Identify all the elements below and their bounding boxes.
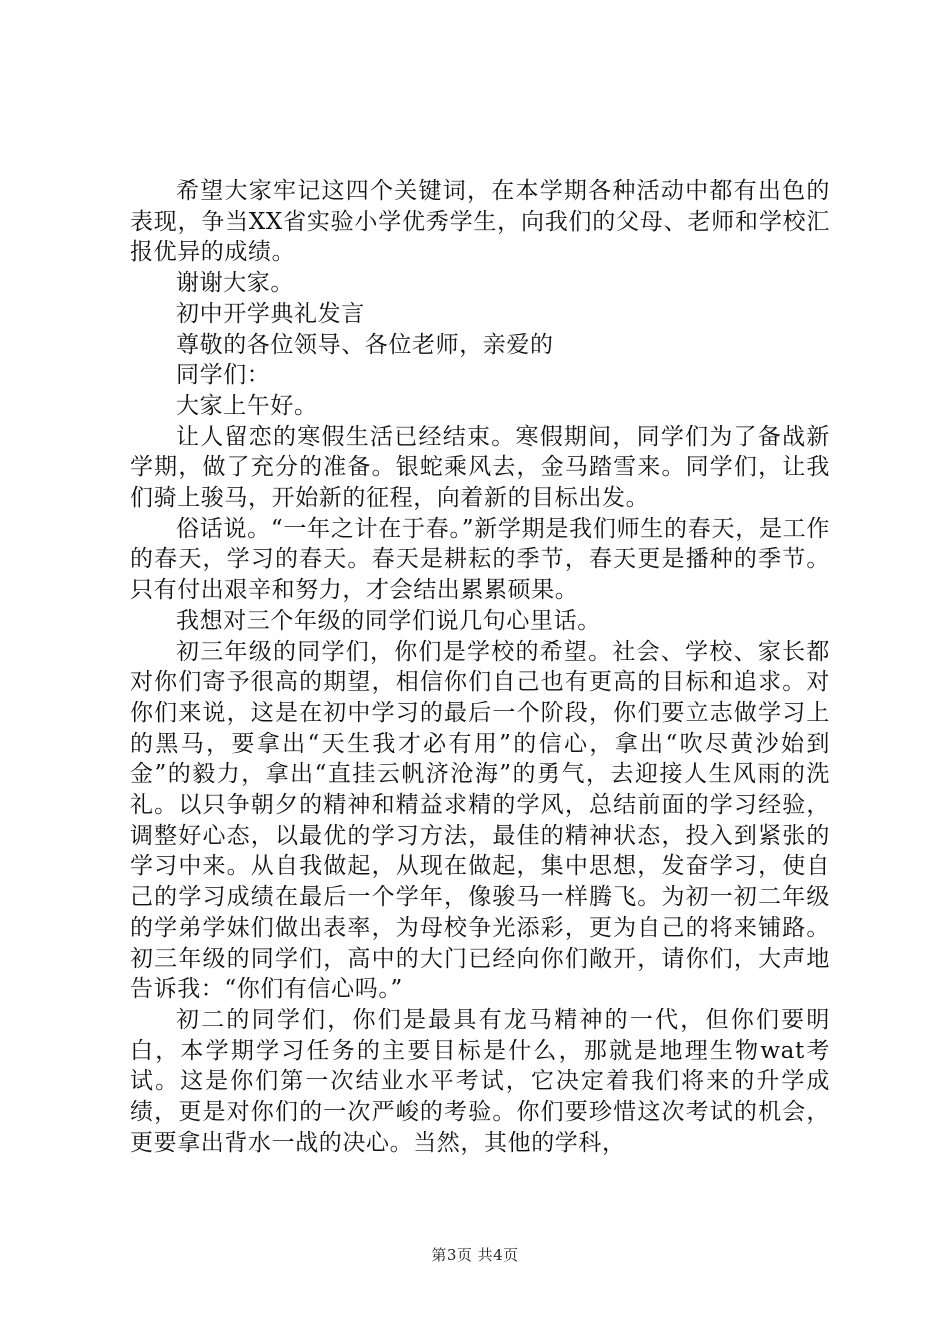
paragraph-thanks: 谢谢大家。	[176, 270, 294, 297]
paragraph-spring: 俗话说。“一年之计在于春。”新学期是我们师生的春天，是工作的春天，学习的春天。春天是耕耘的季节，春天更是播种的季节。只有付出艰辛和努力，才会结出累累硕果。	[130, 515, 830, 604]
paragraph-grade-two: 初二的同学们，你们是最具有龙马精神的一代，但你们要明白，本学期学习任务的主要目标是什么，那就是地理生物wat考试。这是你们第一次结业水平考试，它决定着我们将来的升学成绩，更是对你们的一次严峻的考验。你们要珍惜这次考试的机会，更要拿出背水一战的决心。当然，其他的学科，	[130, 1006, 830, 1156]
paragraph-salutation: 尊敬的各位领导、各位老师，亲爱的	[176, 331, 554, 358]
document-body	[130, 176, 830, 1159]
paragraph-intro-grades: 我想对三个年级的同学们说几句心里话。	[176, 607, 601, 634]
page-number-footer: 第3页 共4页	[431, 1246, 519, 1264]
section-title: 初中开学典礼发言	[176, 300, 365, 327]
paragraph-greeting: 大家上午好。	[176, 392, 318, 419]
paragraph-closing-wish: 希望大家牢记这四个关键词，在本学期各种活动中都有出色的表现，争当XX省实验小学优秀学生，向我们的父母、老师和学校汇报优异的成绩。	[130, 178, 830, 266]
paragraph-winter-break: 让人留恋的寒假生活已经结束。寒假期间，同学们为了备战新学期，做了充分的准备。银蛇乘风去，金马踏雪来。同学们，让我们骑上骏马，开始新的征程，向着新的目标出发。	[130, 423, 830, 512]
paragraph-salutation-cont: 同学们：	[176, 362, 271, 389]
paragraph-grade-three: 初三年级的同学们，你们是学校的希望。社会、学校、家长都对你们寄予很高的期望，相信你们自己也有更高的目标和追求。对你们来说，这是在初中学习的最后一个阶段，你们要立志做学习上的黑马，要拿出“天生我才必有用”的信心，拿出“吹尽黄沙始到金”的毅力，拿出“直挂云帆济沧海”的勇气，去迎接人生风雨的洗礼。以只争朝夕的精神和精益求精的学风，总结前面的学习经验，调整好心态，以最优的学习方法，最佳的精神状态，投入到紧张的学习中来。从自我做起，从现在做起，集中思想，发奋学习，使自己的学习成绩在最后一个学年，像骏马一样腾飞。为初一初二年级的学弟学妹们做出表率，为母校争光添彩，更为自己的将来铺路。初三年级的同学们，高中的大门已经向你们敞开，请你们，大声地告诉我：“你们有信心吗。”	[130, 638, 830, 1003]
